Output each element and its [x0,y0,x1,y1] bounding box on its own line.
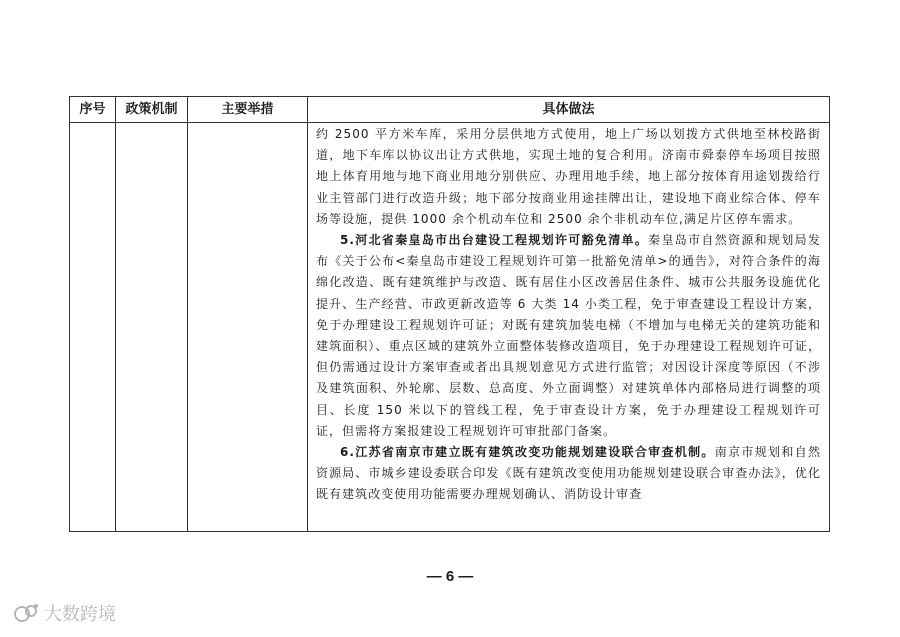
watermark-text: 大数跨境 [44,604,116,625]
header-measures: 主要举措 [188,97,308,123]
policy-table [69,96,830,532]
detail-paragraph-2 [316,230,821,442]
header-no: 序号 [70,97,116,123]
table-header-row [70,97,830,123]
logo-icon [14,602,40,624]
page-number: — 6 — [426,568,474,585]
table-row [70,123,830,532]
watermark [14,600,116,626]
cell-details [308,123,830,532]
header-mechanism: 政策机制 [116,97,188,123]
detail-paragraph-3 [316,442,821,506]
cell-mechanism [116,123,188,532]
detail-body-6: 南京市规划和自然资源局、市城乡建设委联合印发《既有建筑改变使用功能规划建设联合审查办法》，优化既有建筑改变使用功能需要办理规划确认、消防设计审查 [316,445,821,502]
detail-heading-5: 5.河北省秦皇岛市出台建设工程规划许可豁免清单。 [340,233,649,248]
detail-heading-6: 6.江苏省南京市建立既有建筑改变功能规划建设联合审查机制。 [340,445,715,460]
detail-paragraph-1: 约 2500 平方米车库，采用分层供地方式使用，地上广场以划拨方式供地至林校路街道，地下车库以协议出让方式供地，实现土地的复合利用。济南市舜泰停车场项目按照地上体育用地与地下商业用地分别供应、办理用地手续，地上部分按体育用途划拨给行业主管部门进行改造升级；地下部分按商业用途挂牌出让，建设地下商业综合体、停车场等设施，提供 1000 余个机动车位和 2500 余个非机动车位,满足片区停车需求。 [316,127,821,226]
cell-measures [188,123,308,532]
cell-no [70,123,116,532]
detail-body-5: 秦皇岛市自然资源和规划局发布《关于公布<秦皇岛市建设工程规划许可第一批豁免清单>的通告》，对符合条件的海绵化改造、既有建筑维护与改造、既有居住小区改善居住条件、城市公共服务设施优化提升、生产经营、市政更新改造等 6 大类 14 小类工程，免于审查建设工程设计方案，免于办理建设工程规划许可证；对既有建筑加装电梯（不增加与电梯无关的建筑功能和建筑面积）、重点区域的建筑外立面整体装修改造项目，免于办理建设工程规划许可证，但仍需通过设计方案审查或者出具规划意见方式进行监管；对因设计深度等原因（不涉及建筑面积、外轮廓、层数、总高度、外立面调整）对建筑单体内部格局进行调整的项目、长度 150 米以下的管线工程，免于审查设计方案，免于办理建设工程规划许可证，但需将方案报建设工程规划许可审批部门备案。 [316,233,821,438]
header-details: 具体做法 [308,97,830,123]
